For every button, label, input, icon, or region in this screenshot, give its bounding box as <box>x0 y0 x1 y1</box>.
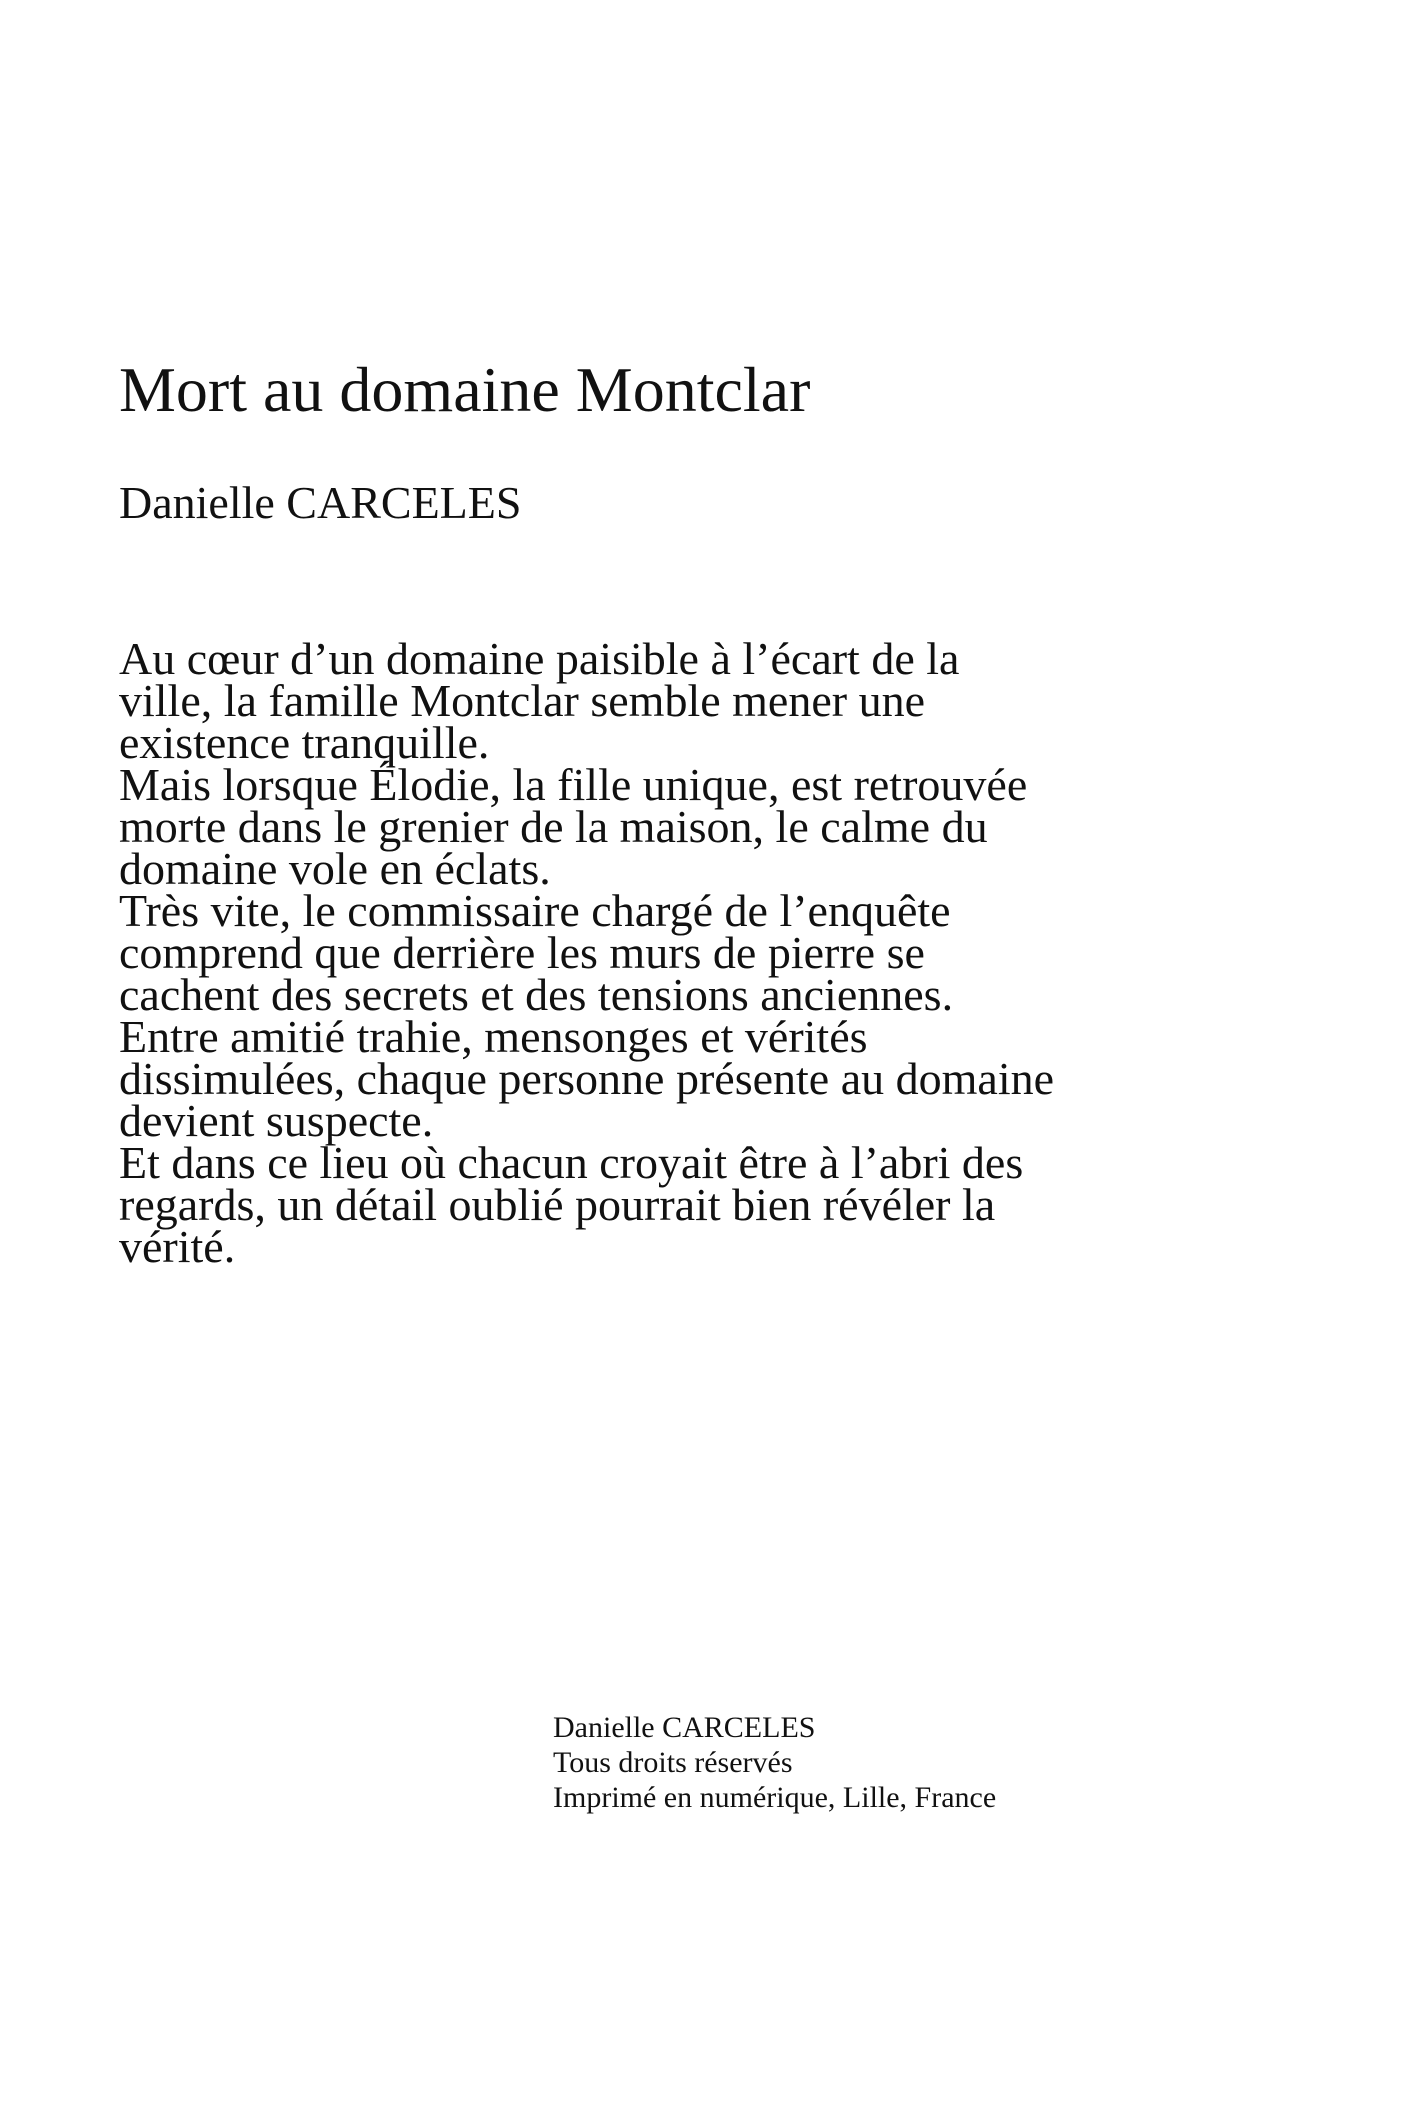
synopsis-paragraph: Très vite, le commissaire chargé de l’enquête comprend que derrière les murs de pierre se cachent des secrets et des tensions anciennes. <box>119 885 954 1020</box>
synopsis-paragraph: Au cœur d’un domaine paisible à l’écart de la ville, la famille Montclar semble mener une existence tranquille. <box>119 633 960 768</box>
colophon-printing: Imprimé en numérique, Lille, France <box>553 1781 997 1814</box>
book-title: Mort au domaine Montclar <box>119 354 811 425</box>
colophon-author: Danielle CARCELES <box>553 1711 816 1744</box>
colophon <box>553 1710 996 1815</box>
synopsis-paragraph: Et dans ce lieu où chacun croyait être à l’abri des regards, un détail oublié pourrait bien révéler la vérité. <box>119 1137 1024 1272</box>
book-author: Danielle CARCELES <box>119 477 522 528</box>
synopsis <box>119 633 1059 1272</box>
synopsis-paragraph: Entre amitié trahie, mensonges et vérités dissimulées, chaque personne présente au domaine devient suspecte. <box>119 1011 1055 1146</box>
colophon-rights: Tous droits réservés <box>553 1746 793 1779</box>
synopsis-paragraph: Mais lorsque Élodie, la fille unique, est retrouvée morte dans le grenier de la maison, le calme du domaine vole en éclats. <box>119 759 1028 894</box>
